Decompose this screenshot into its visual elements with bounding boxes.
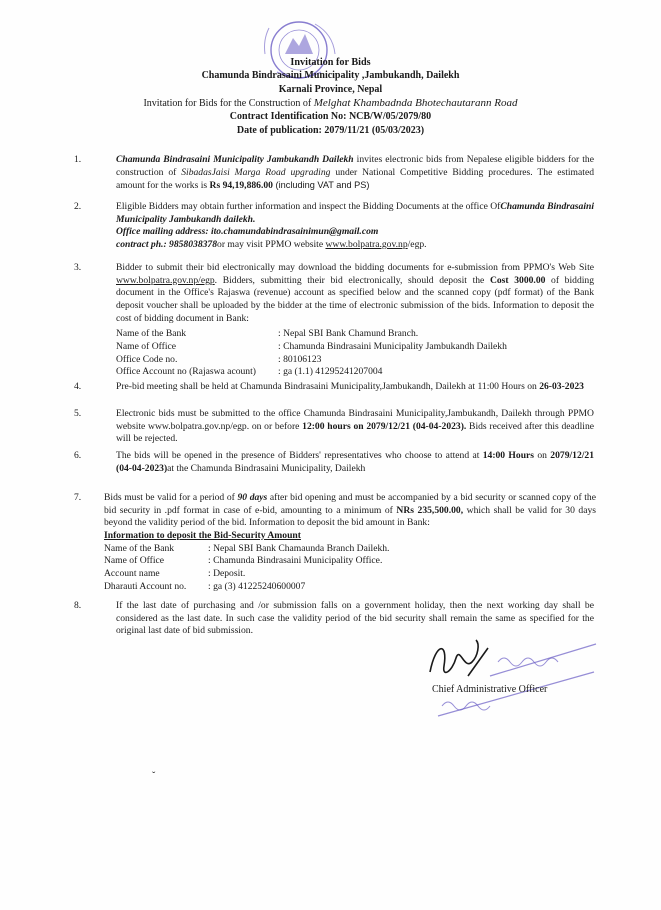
ppmo-link[interactable]: www.bolpatra.gov.np <box>325 238 408 250</box>
bid-security-table <box>104 543 596 594</box>
clause-text: Chamunda Bindrasaini Municipality Jambukandh Dailekh invites electronic bids from Nepalese eligible bidders for the construction of SibadasJaisi Marga Road upgrading under National Competitive Bidding procedures. The estimated amount for the works is Rs 94,19,886.00 (including VAT and PS) <box>116 154 595 192</box>
bid-security-row: Name of the Bank : Nepal SBI Bank Chamaunda Branch Dailekh. <box>104 542 390 554</box>
clause-number: 7. <box>74 492 82 503</box>
clause-text: Pre-bid meeting shall be held at Chamunda Bindrasaini Municipality,Jambukandh, Dailekh at 11:00 Hours on 26-03-2023 <box>116 381 584 392</box>
clause-text: The bids will be opened in the presence of Bidders' representatives who choose to attend at 14:00 Hours on 2079/12/21 (04-04-2023)at the Chamunda Bindrasaini Municipality, Dailekh <box>116 450 595 474</box>
clause-text: Electronic bids must be submitted to the office Chamunda Bindrasaini Municipality,Jambukandh, Dailekh through PPMO website www.bolpatra.gov.np/egp. on or before 12:00 hours on 2079/12/21 (04-04-2023). Bids received after this deadline will be rejected. <box>116 408 594 445</box>
bank-info-row: Name of the Bank : Nepal SBI Bank Chamund Branch. <box>116 328 419 340</box>
egp-link[interactable]: www.bolpatra.gov.np/egp <box>116 274 215 286</box>
bid-security-row: Account name : Deposit. <box>104 567 246 579</box>
clause-text: Bidder to submit their bid electronically may download the bidding documents for e-submission from PPMO's Web Site www.bolpatra.gov.np/egp. Bidders, submitting their bid electronically, should deposit the Cost 3000.00 of bidding document in the Office's Rajaswa (revenue) account as specified below and the scanned copy (pdf format) of the Bank deposit voucher shall be uploaded by the bidder at the time of electronic submission of the bids. Information to deposit the cost of bidding document in Bank: Name of the Bank : Nepal SBI Bank Chamund Branch. Name of Office : Chamunda Bindrasaini Municipality Jambukandh Dailekh Office Code no. : 80106123 Office Account no (Rajaswa acount) : ga (1.1) 41295241207004 <box>116 262 595 378</box>
clause-number: 2. <box>74 201 82 212</box>
clause-text: Bids must be valid for a period of 90 days after bid opening and must be accompanied by a bid security or scanned copy of the bid security in .pdf format in case of e-bid, amounting to a minimum of NRs 235,500.00, which shall be valid for 30 days beyond the validity period of the bid. Information to deposit the bid amount in Bank: Information to deposit the Bid-Security Amount Name of the Bank : Nepal SBI Bank Chamaunda Branch Dailekh. Name of Office : Chamunda Bindrasaini Municipality Office. Account name : Deposit. Dharauti Account no. : ga (3) 41225240600007 <box>104 492 597 592</box>
clause-number: 4. <box>74 381 82 392</box>
bank-info-row: Office Account no (Rajaswa acount) : ga (1.1) 41295241207004 <box>116 366 383 378</box>
bank-info-table <box>116 328 594 379</box>
invitation-line <box>0 96 661 111</box>
municipality-line: Chamunda Bindrasaini Municipality ,Jambukandh, Dailekh <box>201 70 460 82</box>
bank-info-row: Office Code no. : 80106123 <box>116 353 322 365</box>
clause-number: 8. <box>74 600 82 611</box>
clause-number: 6. <box>74 450 82 461</box>
bank-info-row: Name of Office : Chamunda Bindrasaini Municipality Jambukandh Dailekh <box>116 340 507 352</box>
bid-security-row: Dharauti Account no. : ga (3) 41225240600007 <box>104 580 306 592</box>
clause-number: 3. <box>74 262 82 273</box>
clause-number: 1. <box>74 154 82 165</box>
invitation-prefix: Invitation for Bids for the Construction of <box>143 97 312 109</box>
bid-security-heading: Information to deposit the Bid-Security Amount <box>104 529 301 541</box>
signatory-title: Chief Administrative Officer <box>432 684 548 695</box>
notice-title: Invitation for Bids <box>290 57 371 68</box>
clause-text: If the last date of purchasing and /or submission falls on a government holiday, then the next working day shall be considered as the last date. In such case the validity period of the bid security shall remain the same as specified for the original last date of bid submission. <box>116 600 594 637</box>
scan-mark: ˇ <box>152 771 156 782</box>
bid-security-row: Name of Office : Chamunda Bindrasaini Municipality Office. <box>104 555 383 567</box>
contract-id: Contract Identification No: NCB/W/05/2079/80 <box>229 111 432 123</box>
clause-text: Eligible Bidders may obtain further information and inspect the Bidding Documents at the office OfChamunda Bindrasaini Municipality Jambukandh dailekh. Office mailing address: ito.chamundabindrasainimun@gmail.com contract ph.: 9858038378or may visit PPMO website www.bolpatra.gov.np/egp. <box>116 201 594 250</box>
province-line: Karnali Province, Nepal <box>278 83 383 95</box>
signature-stamp <box>418 632 598 722</box>
road-name: Melghat Khambadnda Bhotechautarann Road <box>313 96 518 109</box>
clause-number: 5. <box>74 408 82 419</box>
header <box>0 56 661 137</box>
publication-date: Date of publication: 2079/11/21 (05/03/2023) <box>236 124 425 136</box>
